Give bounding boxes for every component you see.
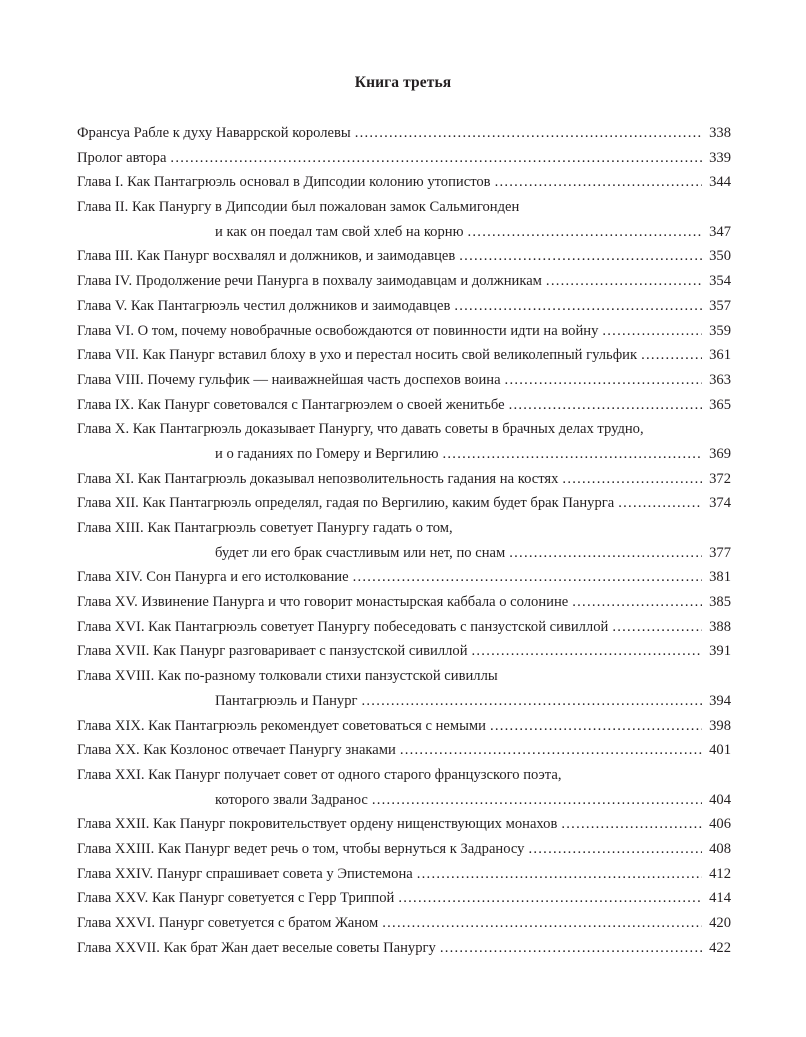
toc-entry[interactable]: [77, 812, 731, 837]
toc-entry[interactable]: [77, 121, 731, 146]
page-number: 422: [709, 939, 731, 956]
page-number: 414: [709, 890, 731, 907]
toc-entry-title-line: [77, 417, 731, 442]
toc-entry[interactable]: [77, 393, 731, 418]
dot-leader: [443, 442, 703, 467]
dot-leader: [468, 220, 703, 245]
toc-entry-text: Глава II. Как Панургу в Дипсодии был пожалован замок Сальмигонден: [77, 199, 520, 216]
toc-entry-text: Глава XII. Как Пантагрюэль определял, гадая по Вергилию, каким будет брак Панурга: [77, 495, 615, 512]
toc-entry-text: Глава III. Как Панург восхвалял и должников, и заимодавцев: [77, 248, 456, 265]
page-number: 374: [709, 495, 731, 512]
toc-entry[interactable]: [77, 788, 731, 813]
toc-entry-continuation: Пантагрюэль и Панург: [215, 692, 358, 709]
toc-entry[interactable]: [77, 862, 731, 887]
page-number: 369: [709, 445, 731, 462]
toc-entry[interactable]: [77, 714, 731, 739]
toc-entry[interactable]: [77, 911, 731, 936]
page-number: 394: [709, 692, 731, 709]
toc-entry-text: Глава VI. О том, почему новобрачные освобождаются от повинности идти на войну: [77, 322, 599, 339]
page-number: 359: [709, 322, 731, 339]
toc-entry-text: Глава IV. Продолжение речи Панурга в похвалу заимодавцам и должникам: [77, 273, 542, 290]
dot-leader: [472, 639, 702, 664]
toc-entry-continuation: которого звали Задранос: [215, 791, 368, 808]
page-number: 354: [709, 273, 731, 290]
toc-entry-text: Глава XIX. Как Пантагрюэль рекомендует советоваться с немыми: [77, 717, 486, 734]
toc-entry[interactable]: [77, 738, 731, 763]
toc-entry[interactable]: [77, 244, 731, 269]
toc-entry-text: Глава VII. Как Панург вставил блоху в ухо и перестал носить свой великолепный гульфик: [77, 347, 638, 364]
page-number: 361: [709, 347, 731, 364]
toc-entry[interactable]: [77, 467, 731, 492]
toc-entry-title-line: [77, 195, 731, 220]
toc-entry-text: Глава XXI. Как Панург получает совет от одного старого французского поэта,: [77, 766, 562, 783]
page-number: 377: [709, 544, 731, 561]
toc-entry-text: Глава XXIII. Как Панург ведет речь о том, чтобы вернуться к Задраносу: [77, 840, 525, 857]
toc-entry-title-line: [77, 516, 731, 541]
page-number: 388: [709, 618, 731, 635]
page-number: 347: [709, 223, 731, 240]
page-number: 398: [709, 717, 731, 734]
toc-entry-text: Глава XVII. Как Панург разговаривает с панзустской сивиллой: [77, 643, 468, 660]
toc-entry-title-line: [77, 763, 731, 788]
dot-leader: [355, 121, 702, 146]
toc-entry[interactable]: [77, 689, 731, 714]
toc-entry[interactable]: [77, 590, 731, 615]
toc-entry-text: Глава XX. Как Козлонос отвечает Панургу знаками: [77, 742, 396, 759]
toc-entry-text: Глава I. Как Пантагрюэль основал в Дипсодии колонию утопистов: [77, 174, 491, 191]
toc-entry-continuation: будет ли его брак счастливым или нет, по снам: [215, 544, 506, 561]
dot-leader: [459, 244, 702, 269]
toc-entry-text: Глава XIV. Сон Панурга и его истолкование: [77, 569, 349, 586]
page-number: 350: [709, 248, 731, 265]
toc-entry[interactable]: [77, 541, 731, 566]
toc-entry-text: Глава VIII. Почему гульфик — наиважнейшая часть доспехов воина: [77, 371, 501, 388]
dot-leader: [641, 343, 702, 368]
toc-entry-text: Глава XXIV. Панург спрашивает совета у Эпистемона: [77, 865, 413, 882]
toc-entry-text: Глава XXVII. Как брат Жан дает веселые советы Панургу: [77, 939, 436, 956]
toc-entry[interactable]: [77, 294, 731, 319]
toc-entry[interactable]: [77, 639, 731, 664]
toc-entry-text: Франсуа Рабле к духу Наваррской королевы: [77, 125, 351, 141]
toc-entry-text: Глава IX. Как Панург советовался с Пантагрюэлем о своей женитьбе: [77, 396, 505, 413]
toc-entry[interactable]: [77, 343, 731, 368]
dot-leader: [398, 886, 702, 911]
page-number: 385: [709, 594, 731, 611]
toc-entry[interactable]: [77, 837, 731, 862]
toc-entry[interactable]: [77, 442, 731, 467]
dot-leader: [362, 689, 703, 714]
toc-entry-continuation: и о гаданиях по Гомеру и Вергилию: [215, 445, 439, 462]
page-number: 391: [709, 643, 731, 660]
page-number: 404: [709, 791, 731, 808]
toc-entry[interactable]: [77, 368, 731, 393]
dot-leader: [454, 294, 702, 319]
page-number: 406: [709, 816, 731, 833]
dot-leader: [546, 269, 702, 294]
toc-entry[interactable]: [77, 936, 731, 961]
page-number: 357: [709, 297, 731, 314]
dot-leader: [509, 541, 702, 566]
dot-leader: [509, 393, 702, 418]
dot-leader: [440, 936, 702, 961]
toc-entry[interactable]: [77, 220, 731, 245]
toc-entry-text: Глава X. Как Пантагрюэль доказывает Панургу, что давать советы в брачных делах трудно,: [77, 421, 644, 438]
toc-entry-text: Глава XVI. Как Пантагрюэль советует Панургу побеседовать с панзустской сивиллой: [77, 618, 609, 635]
page-number: 363: [709, 371, 731, 388]
dot-leader: [561, 812, 702, 837]
dot-leader: [400, 738, 702, 763]
table-of-contents: [77, 121, 731, 960]
dot-leader: [618, 491, 702, 516]
toc-entry-text: Глава XIII. Как Пантагрюэль советует Панургу гадать о том,: [77, 520, 453, 536]
toc-entry[interactable]: [77, 886, 731, 911]
toc-entry[interactable]: [77, 319, 731, 344]
page-number: 412: [709, 865, 731, 882]
page-title: Книга третья: [354, 74, 452, 91]
toc-entry-title-line: [77, 664, 731, 689]
toc-entry-text: Глава XV. Извинение Панурга и что говорит монастырская каббала о солонине: [77, 594, 569, 611]
page-number: 372: [709, 470, 731, 487]
toc-entry[interactable]: [77, 565, 731, 590]
dot-leader: [170, 146, 702, 171]
dot-leader: [572, 590, 702, 615]
toc-entry-text: Глава XXV. Как Панург советуется с Герр Триппой: [77, 890, 395, 907]
toc-entry[interactable]: [77, 146, 731, 171]
page-number: 365: [709, 396, 731, 413]
page-number: 420: [709, 915, 731, 931]
dot-leader: [602, 319, 702, 344]
dot-leader: [562, 467, 702, 492]
page-number: 401: [709, 742, 731, 759]
dot-leader: [505, 368, 702, 393]
dot-leader: [353, 565, 702, 590]
dot-leader: [612, 615, 702, 640]
toc-entry-text: Глава XXII. Как Панург покровительствует ордену нищенствующих монахов: [77, 816, 558, 833]
page-number: 408: [709, 840, 731, 857]
toc-entry-text: Глава XVIII. Как по-разному толковали стихи панзустской сивиллы: [77, 668, 498, 685]
toc-entry[interactable]: [77, 615, 731, 640]
toc-entry-text: Глава XI. Как Пантагрюэль доказывал непозволительность гадания на костях: [77, 470, 559, 487]
dot-leader: [528, 837, 702, 862]
dot-leader: [417, 862, 702, 887]
page-number: 339: [709, 149, 731, 166]
page-number: 338: [709, 125, 731, 141]
toc-entry[interactable]: [77, 170, 731, 195]
dot-leader: [372, 788, 702, 813]
page-number: 344: [709, 174, 731, 191]
dot-leader: [490, 714, 702, 739]
toc-entry-text: Пролог автора: [77, 149, 167, 166]
toc-entry[interactable]: [77, 269, 731, 294]
dot-leader: [382, 911, 702, 936]
dot-leader: [495, 170, 702, 195]
page-number: 381: [709, 569, 731, 586]
toc-entry[interactable]: [77, 491, 731, 516]
toc-entry-continuation: и как он поедал там свой хлеб на корню: [215, 223, 464, 240]
toc-entry-text: Глава V. Как Пантагрюэль честил должников и заимодавцев: [77, 297, 451, 314]
toc-entry-text: Глава XXVI. Панург советуется с братом Жаном: [77, 915, 379, 931]
